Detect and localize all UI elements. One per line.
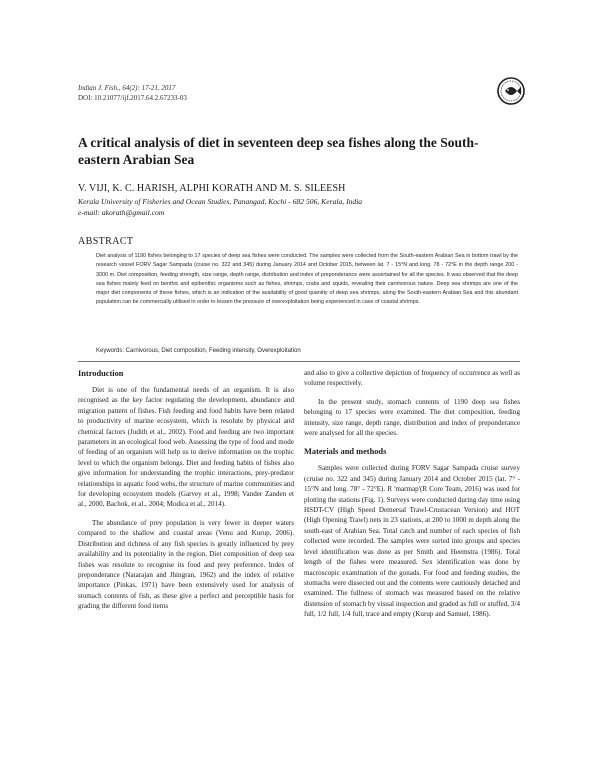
methods-paragraph-1: Samples were collected during FORV Sagar Sampada cruise survey (cruise no. 322 and 345) during January 2014 and October 2015 (lat. 7° - 15°N and long. 78° - 72°E). R 'marmap'(R Core Team, 2016) was used for plotting the stations (Fig. 1). Surveys were conducted during day time using HSDT-CV (High Speed Demersal Trawl-Crustacean Version) and HOT (High Opening Trawl) nets in 23 stations, at 200 to 1000 m depth along the south-east of Arabian Sea. Total catch and number of each species of fish collected were recorded. The samples were sorted into groups and species level identification was done as per Smith and Heemstra (1986). Total length of the fishes were measured. Sex identification was done by macroscopic examination of the gonads. For food and feeding studies, the stomachs were dissected out and the contents were cautiously detached and examined. The fullness of stomach was measured based on the relative distension of stomach by visual inspection and graded as full or stuffed, 3/4 full, 1/2 full, 1/4 full, trace and empty (Kurup and Samuel, 1986). bbox=[304, 464, 520, 619]
doi-line: DOI: 10.21077/ijf.2017.64.2.67233-03 bbox=[78, 94, 187, 102]
intro-paragraph-3: and also to give a collective depiction of frequency of occurrence as well as volume respectively. bbox=[304, 369, 520, 388]
corresponding-email: e-mail: akorath@gmail.com bbox=[78, 208, 165, 217]
section-divider bbox=[78, 361, 520, 362]
article-title: A critical analysis of diet in seventeen deep sea fishes along the South-eastern Arabian Sea bbox=[78, 135, 479, 167]
left-column bbox=[78, 368, 294, 620]
intro-paragraph-2: The abundance of prey population is very fewer in deeper waters compared to the shallow and coastal areas (Venu and Kurup, 2006). Distribution and richness of any fish species is greatly influenced by prey availability and its potentiality in the region. Diet composition of deep sea fishes was resolute to recognise its food and prey preference. Index of preponderance (Natarajan and Jhingran, 1962) and the index of relative importance (Pinkas, 1971) have been extensively used for analysis of stomach contents of fish, as these give a perfect and perceptible basis for grading the different food items bbox=[78, 518, 294, 611]
methods-heading: Materials and methods bbox=[304, 447, 387, 457]
keywords: Keywords: Carnivorous, Diet composition, Feeding intensity, Overexploitation bbox=[96, 348, 301, 354]
author-list: V. VIJI, K. C. HARISH, ALPHI KORATH AND M. S. SILEESH bbox=[78, 183, 346, 194]
right-column bbox=[304, 368, 520, 628]
introduction-heading: Introduction bbox=[78, 369, 124, 378]
affiliation: Kerala University of Fisheries and Ocean Studies, Panangad, Kochi - 682 506, Kerala, India bbox=[78, 197, 363, 206]
intro-paragraph-1: Diet is one of the fundamental needs of an organism. It is also recognised as the key factor regulating the development, abundance and migration pattern of fishes. Fish feeding and food habits have been related to productivity of marine ecosystem, which is resolute by physical and chemical factors (Judith et al., 2002). Food and feeding are two important parameters in an ecological food web. Assessing the type of food and mode of feeding of an organism will help us to derive information on the trophic level to which the organism belongs. Diet and feeding habits of fishes also give information for understanding the trophic interactions, prey-predator relationships in aquatic food webs, the structure of marine communities and for developing ecosystem models (Garvey et al., 1998; Vander Zanden et al., 2000, Bachok, et al., 2004; Modica et al., 2014). bbox=[78, 386, 294, 509]
abstract-text: Diet analysis of 1190 fishes belonging to 17 species of deep sea fishes were conducted. The samples were collected from the South-eastern Arabian Sea in bottom trawl by the research vessel FORV Sagar Sampada (cruise no. 322 and 345) during January 2014 and October 2015, between lat. 7 - 15°N and long. 78 - 72°E in the depth range 200 - 3000 m. Diet composition, feeding strength, size range, depth range, distribution and index of preponderance were ascertained for all the species. It was observed that the deep sea fishes mainly feed on benthic and epibenthic organisms such as fishes, shrimps, crabs and squids, revealing their carnivorous nature. Deep sea shrimps are one of the major diet components of these fishes, which is an indication of the availability of good quantity of deep sea shrimps, along the South-eastern Arabian Sea and this abundant population can be commercially utilised in order to lessen the pressure of overexploitation being experienced in case of coastal shrimps. bbox=[96, 253, 518, 306]
intro-paragraph-4: In the present study, stomach contents of 1190 deep sea fishes belonging to 17 species were examined. The diet composition, feeding intensity, size range, depth range, distribution and index of preponderance were analysed for all the species. bbox=[304, 397, 520, 438]
abstract-heading: ABSTRACT bbox=[78, 236, 134, 247]
journal-citation: Indian J. Fish., 64(2): 17-21, 2017 bbox=[78, 84, 176, 92]
journal-logo-icon bbox=[496, 76, 526, 106]
